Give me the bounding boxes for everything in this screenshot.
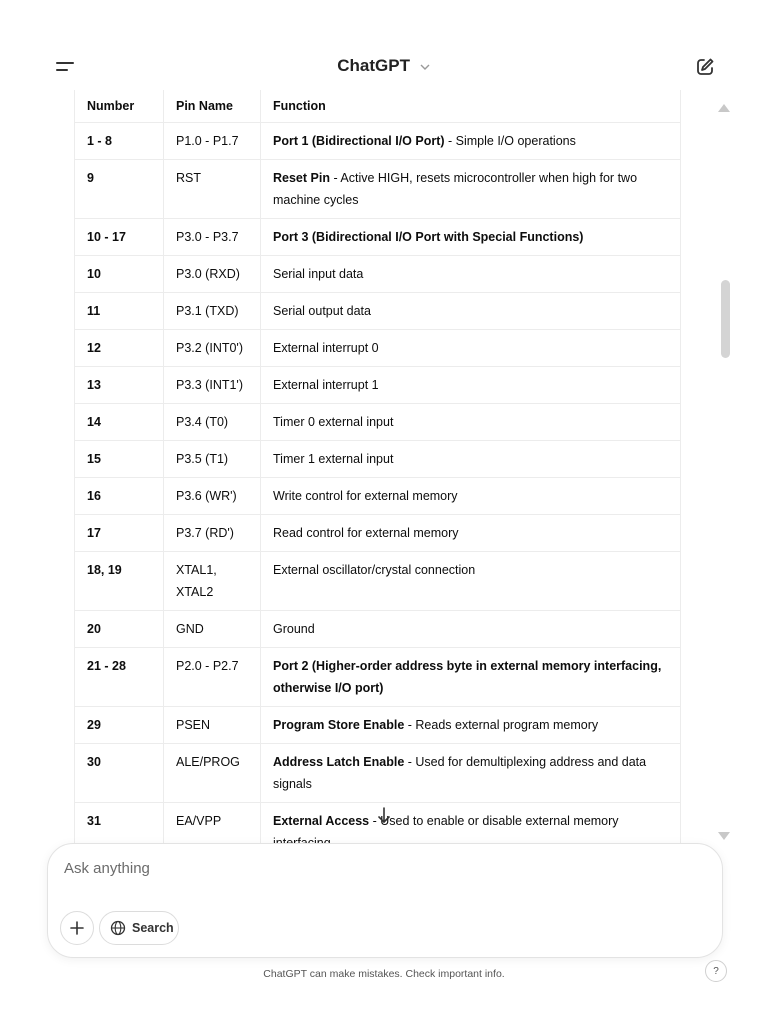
message-composer: [47, 843, 723, 958]
table-row: [75, 123, 681, 160]
attach-button[interactable]: [60, 911, 94, 945]
cell-number: 10: [75, 256, 164, 293]
function-description: External oscillator/crystal connection: [273, 563, 476, 577]
cell-function: [261, 330, 681, 367]
cell-function: [261, 707, 681, 744]
function-title: Port 1 (Bidirectional I/O Port): [273, 134, 445, 148]
function-title: Address Latch Enable: [273, 755, 405, 769]
cell-number: 20: [75, 611, 164, 648]
function-description: Serial output data: [273, 304, 371, 318]
cell-pin-name: P3.0 - P3.7: [164, 219, 261, 256]
cell-number: 13: [75, 367, 164, 404]
function-description: - Used to enable or disable external memory: [372, 814, 619, 828]
cell-pin-name: P2.0 - P2.7: [164, 648, 261, 707]
cell-function: [261, 648, 681, 707]
function-description: Read control for external memory: [273, 526, 459, 540]
scrollbar-up-arrow[interactable]: [718, 104, 730, 112]
cell-function: [261, 478, 681, 515]
cell-number: 18, 19: [75, 552, 164, 611]
cell-pin-name: GND: [164, 611, 261, 648]
function-description: - Simple I/O operations: [444, 134, 576, 148]
cell-number: 10 - 17: [75, 219, 164, 256]
cell-function: [261, 441, 681, 478]
cell-pin-name: P3.1 (TXD): [164, 293, 261, 330]
cell-pin-name: ALE/PROG: [164, 744, 261, 803]
cell-number: 21 - 28: [75, 648, 164, 707]
chevron-down-icon: [419, 57, 431, 77]
cell-function: [261, 515, 681, 552]
scrollbar-down-arrow[interactable]: [718, 832, 730, 840]
cell-function: [261, 552, 681, 611]
new-chat-button[interactable]: [690, 52, 720, 82]
cell-function: [261, 123, 681, 160]
table-row: [75, 648, 681, 707]
cell-number: 16: [75, 478, 164, 515]
cell-pin-name: P1.0 - P1.7: [164, 123, 261, 160]
cell-number: 30: [75, 744, 164, 803]
table-row: [75, 160, 681, 219]
page-title: ChatGPT: [337, 56, 410, 75]
function-description: - Used for demultiplexing address and data signals: [273, 755, 647, 791]
function-title: Program Store Enable: [273, 718, 405, 732]
pin-table-container: [74, 90, 680, 843]
cell-number: 15: [75, 441, 164, 478]
scroll-to-bottom-button[interactable]: [372, 804, 396, 828]
arrow-down-icon: [372, 804, 396, 828]
function-description: Ground: [273, 622, 315, 636]
cell-function: [261, 256, 681, 293]
column-header-function: Function: [261, 90, 681, 123]
cell-function: [261, 611, 681, 648]
column-header-pin-name: Pin Name: [164, 90, 261, 123]
cell-number: 1 - 8: [75, 123, 164, 160]
cell-function: [261, 744, 681, 803]
globe-icon: [110, 920, 126, 936]
function-title: Reset Pin: [273, 171, 330, 185]
function-description: Timer 1 external input: [273, 452, 394, 466]
cell-number: 9: [75, 160, 164, 219]
table-row: [75, 404, 681, 441]
function-description: - Active HIGH, resets microcontroller when high for two machine cycles: [273, 171, 638, 207]
cell-number: 17: [75, 515, 164, 552]
table-row: [75, 552, 681, 611]
cell-number: 31: [75, 803, 164, 862]
column-header-number: Number: [75, 90, 164, 123]
cell-pin-name: P3.4 (T0): [164, 404, 261, 441]
cell-function: [261, 293, 681, 330]
cell-pin-name: P3.5 (T1): [164, 441, 261, 478]
table-row: [75, 707, 681, 744]
cell-pin-name: P3.6 (WR'): [164, 478, 261, 515]
cell-pin-name: PSEN: [164, 707, 261, 744]
table-row: [75, 744, 681, 803]
table-row: [75, 478, 681, 515]
function-title: Port 3 (Bidirectional I/O Port with Special Functions): [273, 230, 584, 244]
cell-pin-name: P3.7 (RD'): [164, 515, 261, 552]
function-title: External Access: [273, 814, 370, 828]
function-description: External interrupt 0: [273, 341, 379, 355]
table-row: [75, 515, 681, 552]
table-row: [75, 293, 681, 330]
table-row: [75, 367, 681, 404]
header: [0, 42, 768, 92]
cell-function: [261, 160, 681, 219]
cell-number: 12: [75, 330, 164, 367]
cell-pin-name: P3.2 (INT0'): [164, 330, 261, 367]
cell-pin-name: EA/VPP: [164, 803, 261, 862]
cell-pin-name: RST: [164, 160, 261, 219]
cell-pin-name: P3.3 (INT1'): [164, 367, 261, 404]
function-description: Write control for external memory: [273, 489, 458, 503]
search-button-label: Search: [132, 921, 174, 935]
cell-function: [261, 367, 681, 404]
help-button[interactable]: ?: [705, 960, 727, 982]
table-row: [75, 219, 681, 256]
scrollbar-thumb[interactable]: [721, 280, 730, 358]
model-selector[interactable]: [0, 56, 768, 77]
table-row: [75, 611, 681, 648]
plus-icon: [69, 920, 85, 936]
cell-pin-name: P3.0 (RXD): [164, 256, 261, 293]
function-title: Port 2 (Higher-order address byte in external memory interfacing, otherwise I/O port): [273, 659, 662, 695]
cell-function: [261, 404, 681, 441]
message-input[interactable]: Ask anything: [64, 860, 150, 877]
disclaimer-text: ChatGPT can make mistakes. Check important info.: [263, 968, 505, 980]
function-description: External interrupt 1: [273, 378, 379, 392]
cell-number: 11: [75, 293, 164, 330]
function-description: Serial input data: [273, 267, 364, 281]
search-button[interactable]: [99, 911, 179, 945]
function-description: Timer 0 external input: [273, 415, 394, 429]
table-row: [75, 330, 681, 367]
new-chat-icon: [690, 52, 720, 82]
cell-function: [261, 219, 681, 256]
function-description: - Reads external program memory: [404, 718, 599, 732]
cell-number: 14: [75, 404, 164, 441]
cell-number: 29: [75, 707, 164, 744]
cell-pin-name: XTAL1, XTAL2: [164, 552, 261, 611]
table-header-row: [75, 90, 681, 123]
table-row: [75, 256, 681, 293]
table-row: [75, 441, 681, 478]
